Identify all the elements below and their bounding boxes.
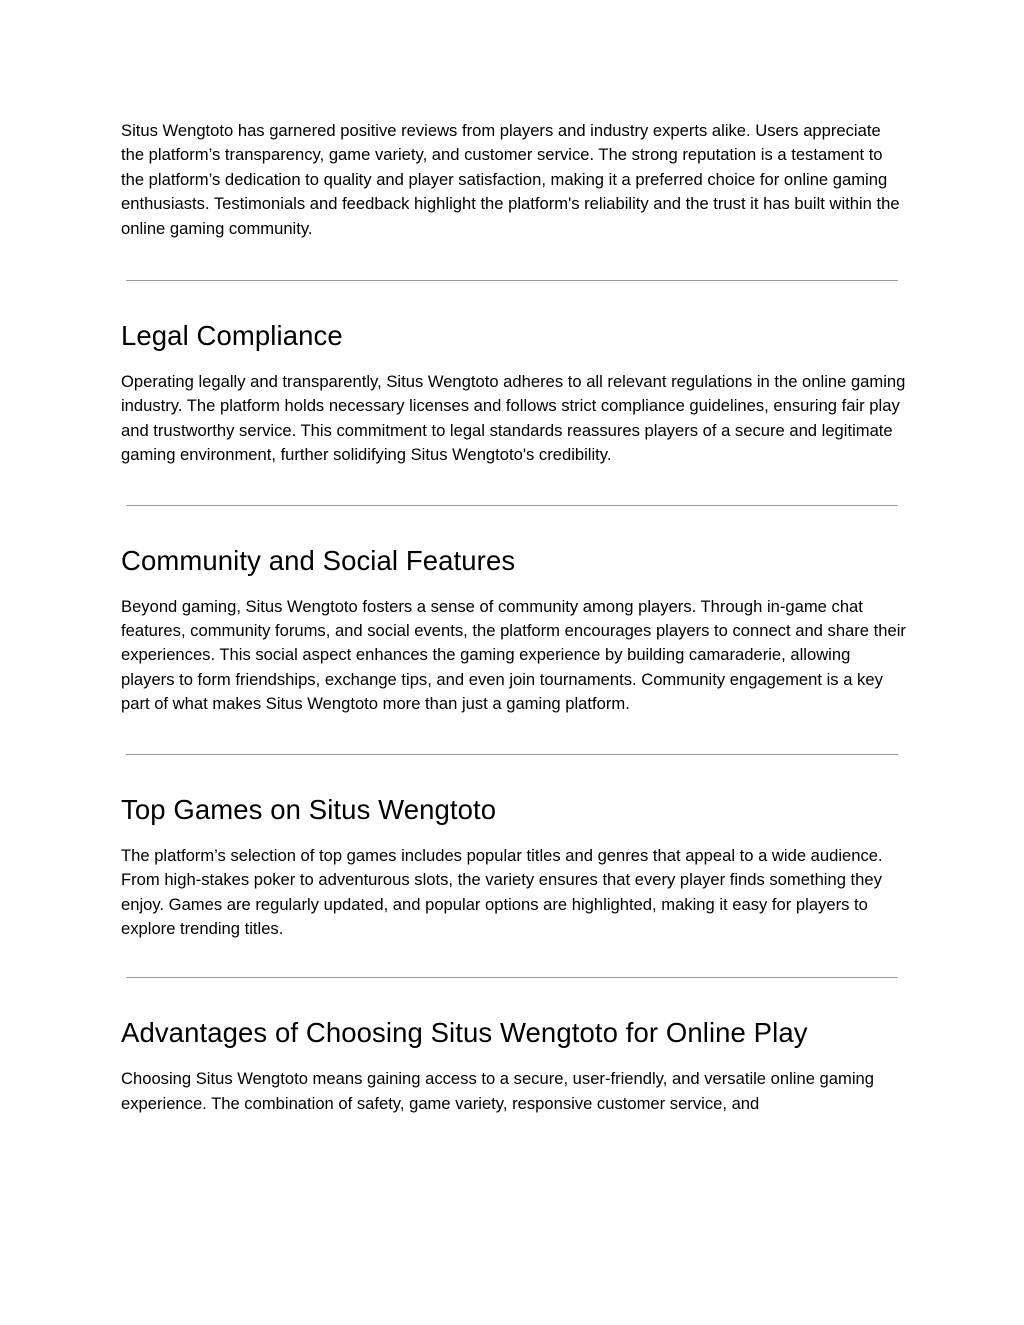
section-paragraph: Beyond gaming, Situs Wengtoto fosters a sense of community among players. Through in-game chat features, community forums, and social events, the platform encourages players to connect and share their experiences. This social aspect enhances the gaming experience by building camaraderie, allowing players to form friendships, exchange tips, and even join tournaments. Community engagement is a key part of what makes Situs Wengtoto more than just a gaming platform. xyxy=(121,596,906,714)
document-page xyxy=(121,119,906,1116)
section-community-social-features xyxy=(121,544,906,717)
section-paragraph: Operating legally and transparently, Situs Wengtoto adheres to all relevant regulations in the online gaming industry. The platform holds necessary licenses and follows strict compliance guidelines, ensuring fair play and trustworthy service. This commitment to legal standards reassures players of a secure and legitimate gaming environment, further solidifying Situs Wengtoto's credibility. xyxy=(121,372,906,465)
section-heading: Advantages of Choosing Situs Wengtoto for Online Play xyxy=(121,1017,808,1049)
section-top-games xyxy=(121,793,906,942)
section-heading: Legal Compliance xyxy=(121,320,343,352)
section-paragraph: Choosing Situs Wengtoto means gaining access to a secure, user-friendly, and versatile online gaming experience. The combination of safety, game variety, responsive customer service, and xyxy=(121,1069,874,1113)
section-paragraph: The platform’s selection of top games includes popular titles and genres that appeal to a wide audience. From high-stakes poker to adventurous slots, the variety ensures that every player finds something they enjoy. Games are regularly updated, and popular options are highlighted, making it easy for players to explore trending titles. xyxy=(121,845,883,938)
section-advantages xyxy=(121,1016,906,1116)
section-heading: Community and Social Features xyxy=(121,544,516,576)
section-heading: Top Games on Situs Wengtoto xyxy=(121,793,497,825)
intro-paragraph: Situs Wengtoto has garnered positive reviews from players and industry experts alike. Users appreciate the platform’s transparency, game variety, and customer service. The strong reputation is a testament to the platform’s dedication to quality and player satisfaction, making it a preferred choice for online gaming enthusiasts. Testimonials and feedback highlight the platform's reliability and the trust it has built within the online gaming community. xyxy=(121,121,900,238)
section-legal-compliance xyxy=(121,319,906,468)
